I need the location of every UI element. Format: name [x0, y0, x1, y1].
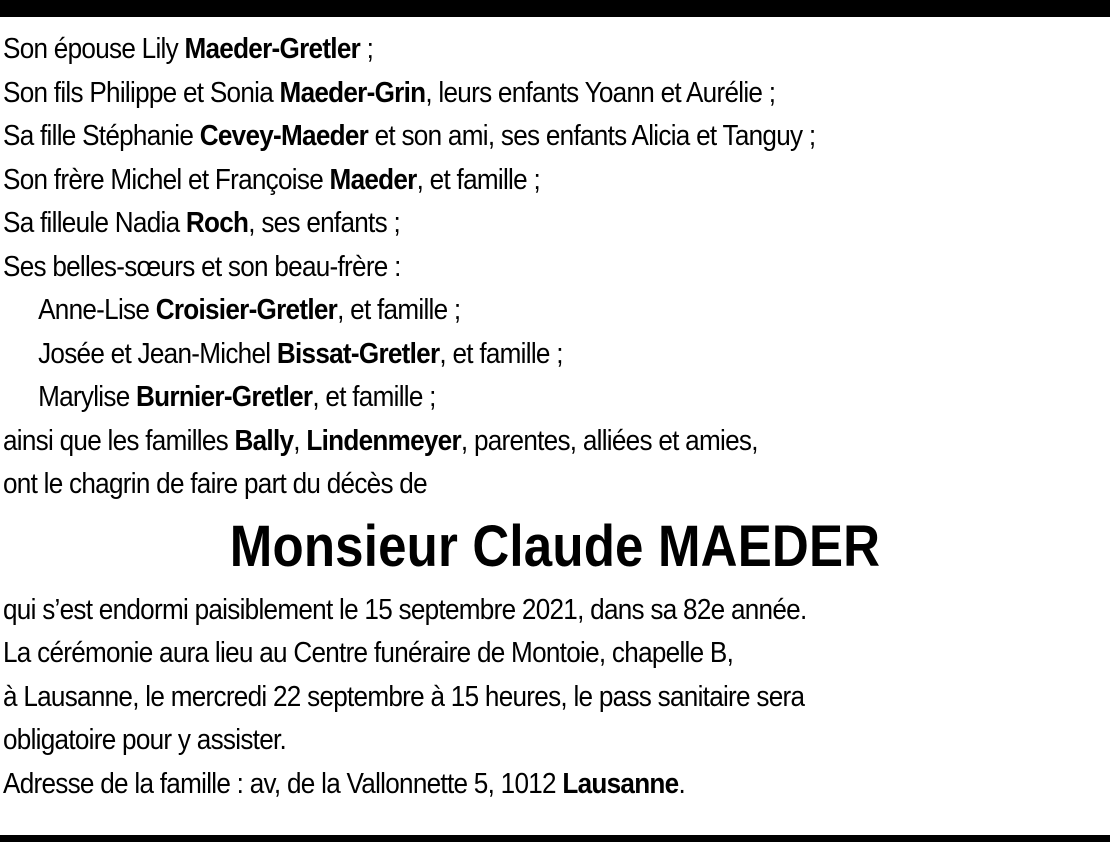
deceased-name: Monsieur Claude MAEDER: [229, 513, 881, 579]
text-segment: Son fils Philippe et Sonia: [3, 76, 280, 109]
text-segment: Son frère Michel et Françoise: [3, 163, 330, 196]
text-segment: Sa filleule Nadia: [3, 207, 186, 239]
text-segment: , et famille ;: [416, 163, 540, 196]
text-segment: , parentes, alliées et amies,: [460, 424, 758, 457]
text-segment: Adresse de la famille : av, de la Vallonnette 5, 1012: [3, 767, 563, 800]
text-segment: ont le chagrin de faire part du décès de: [3, 468, 427, 500]
text-segment: Anne-Lise: [38, 294, 156, 326]
family-name: Maeder-Gretler: [184, 33, 361, 65]
family-line: [3, 289, 997, 333]
text-segment: à Lausanne, le mercredi 22 septembre à 15 heures, le pass sanitaire sera: [3, 680, 805, 713]
text-segment: Sa fille Stéphanie: [3, 120, 200, 152]
detail-line: [3, 676, 997, 720]
family-name: Maeder: [329, 163, 417, 196]
text-segment: obligatoire pour y assister.: [3, 724, 287, 756]
family-name: Lausanne: [562, 767, 679, 800]
family-line: [3, 115, 997, 159]
obituary-notice: [3, 28, 1107, 806]
family-name: Lindenmeyer: [306, 424, 461, 457]
family-name: Bissat-Gretler: [276, 337, 440, 370]
text-segment: .: [678, 767, 686, 800]
text-segment: , et famille ;: [439, 337, 563, 370]
text-segment: , et famille ;: [337, 294, 461, 326]
text-segment: Josée et Jean-Michel: [38, 337, 277, 370]
family-name: Bally: [234, 424, 294, 457]
text-segment: Son épouse Lily: [3, 33, 185, 65]
text-segment: , et famille ;: [312, 381, 436, 413]
text-segment: et son ami, ses enfants Alicia et Tanguy ;: [368, 120, 816, 152]
text-segment: , leurs enfants Yoann et Aurélie ;: [425, 76, 776, 109]
family-line: [3, 376, 997, 420]
detail-line: [3, 763, 997, 807]
detail-line: [3, 589, 997, 633]
family-line: [3, 28, 997, 72]
text-segment: , ses enfants ;: [248, 207, 400, 239]
text-segment: ,: [293, 424, 307, 457]
family-list: [3, 28, 1107, 507]
family-line: [3, 202, 997, 246]
family-line: [3, 159, 997, 203]
text-segment: Marylise: [38, 381, 137, 413]
text-segment: Ses belles-sœurs et son beau-frère :: [3, 250, 401, 283]
family-name: Maeder-Grin: [279, 76, 426, 109]
family-line: [3, 463, 997, 507]
detail-line: [3, 719, 997, 763]
top-rule: [0, 0, 1110, 17]
family-line: [3, 333, 997, 377]
text-segment: qui s’est endormi paisiblement le 15 septembre 2021, dans sa 82e année.: [3, 593, 807, 626]
text-segment: La cérémonie aura lieu au Centre funéraire de Montoie, chapelle B,: [3, 637, 734, 669]
bottom-rule: [0, 835, 1110, 842]
family-line: [3, 420, 997, 464]
family-line: [3, 246, 997, 290]
detail-line: [3, 632, 997, 676]
family-line: [3, 72, 997, 116]
text-segment: ;: [360, 33, 374, 65]
ceremony-details: [3, 589, 1107, 807]
family-name: Cevey-Maeder: [199, 120, 369, 152]
family-name: Roch: [185, 207, 249, 239]
family-name: Croisier-Gretler: [155, 294, 338, 326]
text-segment: ainsi que les familles: [3, 424, 235, 457]
family-name: Burnier-Gretler: [136, 381, 313, 413]
